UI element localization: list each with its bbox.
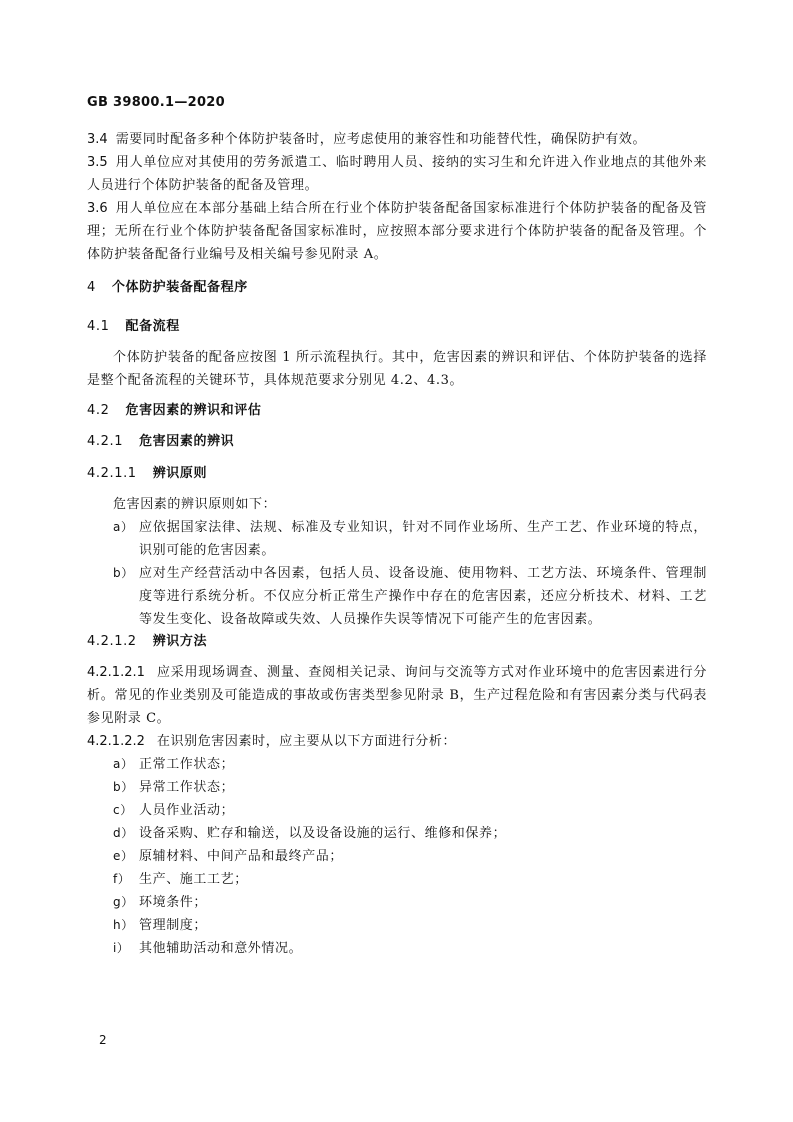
list-item-text: 生产、施工工艺； <box>139 872 248 887</box>
principle-list <box>87 516 707 631</box>
list-item <box>87 891 707 914</box>
section-number: 4.1 <box>87 319 110 334</box>
clause-number: 3.6 <box>87 201 108 216</box>
clause-number: 3.5 <box>87 155 108 170</box>
section-4-1-body: 个体防护装备的配备应按图 1 所示流程执行。其中，危害因素的辨识和评估、个体防护装备的选择是整个配备流程的关键环节，具体规范要求分别见 4.2、4.3。 <box>87 350 707 388</box>
list-item <box>87 845 707 868</box>
clause-3-5 <box>87 151 707 197</box>
section-4-2-heading <box>87 399 707 422</box>
list-item-label: f） <box>113 872 131 886</box>
list-item-text: 其他辅助活动和意外情况。 <box>139 941 303 956</box>
list-item-label: e） <box>113 849 134 863</box>
list-item <box>87 822 707 845</box>
list-item <box>87 914 707 937</box>
clause-number: 3.4 <box>87 132 108 147</box>
section-number: 4.2.1.2 <box>87 634 137 649</box>
clause-text: 需要同时配备多种个体防护装备时，应考虑使用的兼容性和功能替代性，确保防护有效。 <box>115 132 647 147</box>
clause-4-2-1-2-1 <box>87 661 707 730</box>
section-4-2-1-heading <box>87 430 707 453</box>
clause-3-4 <box>87 128 707 151</box>
section-title: 个体防护装备配备程序 <box>111 280 248 295</box>
section-title: 辨识方法 <box>152 634 208 649</box>
list-item-text: 原辅材料、中间产品和最终产品； <box>139 849 344 864</box>
section-number: 4 <box>87 280 96 295</box>
section-number: 4.2.1 <box>87 434 124 449</box>
list-item-text: 正常工作状态； <box>139 757 235 772</box>
section-title: 辨识原则 <box>152 466 208 481</box>
list-item <box>87 776 707 799</box>
clause-text: 在识别危害因素时，应主要从以下方面进行分析： <box>156 734 457 749</box>
list-item-text: 应对生产经营活动中各因素，包括人员、设备设施、使用物料、工艺方法、环境条件、管理制度等进行系统分析。不仅应分析正常生产操作中存在的危害因素，还应分析技术、材料、工艺等发生变化、设备故障或失效、人员操作失误等情况下可能产生的危害因素。 <box>139 566 707 627</box>
list-item <box>87 868 707 891</box>
section-4-1-heading <box>87 315 707 338</box>
list-item-text: 设备采购、贮存和输送，以及设备设施的运行、维修和保养； <box>139 826 507 841</box>
clause-4-2-1-2-2 <box>87 730 707 753</box>
analysis-aspects-list <box>87 753 707 960</box>
section-4-2-1-2-heading <box>87 630 707 653</box>
clause-3-6 <box>87 197 707 266</box>
list-item <box>87 937 707 960</box>
list-item-text: 管理制度； <box>139 918 208 933</box>
list-item-label: b） <box>113 780 134 794</box>
list-item-text: 环境条件； <box>139 895 208 910</box>
clause-number: 4.2.1.2.2 <box>87 734 145 749</box>
section-title: 危害因素的辨识 <box>139 434 235 449</box>
list-item-text: 异常工作状态； <box>139 780 235 795</box>
section-title: 配备流程 <box>125 319 180 334</box>
section-4-heading <box>87 276 707 299</box>
list-item-label: h） <box>113 918 134 932</box>
clause-text: 用人单位应对其使用的劳务派遣工、临时聘用人员、接纳的实习生和允许进入作业地点的其他外来人员进行个体防护装备的配备及管理。 <box>87 155 707 193</box>
list-item-label: g） <box>113 895 134 909</box>
section-number: 4.2.1.1 <box>87 466 137 481</box>
list-item-label: a） <box>113 757 134 771</box>
page-number: 2 <box>99 1033 107 1047</box>
section-title: 危害因素的辨识和评估 <box>125 403 262 418</box>
list-item-label: c） <box>113 803 133 817</box>
list-item-label: i） <box>113 941 130 955</box>
section-4-2-1-1-heading <box>87 462 707 485</box>
clause-number: 4.2.1.2.1 <box>87 665 145 680</box>
list-item <box>87 753 707 776</box>
clause-text: 用人单位应在本部分基础上结合所在行业个体防护装备配备国家标准进行个体防护装备的配备及管理；无所在行业个体防护装备配备国家标准时，应按照本部分要求进行个体防护装备的配备及管理。个体防护装备配备行业编号及相关编号参见附录 A。 <box>87 201 707 262</box>
standard-number-header: GB 39800.1—2020 <box>87 95 225 110</box>
list-item-text: 应依据国家法律、法规、标准及专业知识，针对不同作业场所、生产工艺、作业环境的特点，识别可能的危害因素。 <box>139 520 707 558</box>
list-item <box>87 516 707 562</box>
list-item-text: 人员作业活动； <box>139 803 235 818</box>
list-item <box>87 799 707 822</box>
list-item-label: b） <box>113 566 134 580</box>
clause-text: 应采用现场调查、测量、查阅相关记录、询问与交流等方式对作业环境中的危害因素进行分析。常见的作业类别及可能造成的事故或伤害类型参见附录 B，生产过程危险和有害因素分类与代码表参见附录 C。 <box>87 665 707 726</box>
principle-intro: 危害因素的辨识原则如下： <box>113 497 277 512</box>
section-number: 4.2 <box>87 403 110 418</box>
list-item-label: d） <box>113 826 134 840</box>
list-item <box>87 562 707 631</box>
list-item-label: a） <box>113 520 134 534</box>
